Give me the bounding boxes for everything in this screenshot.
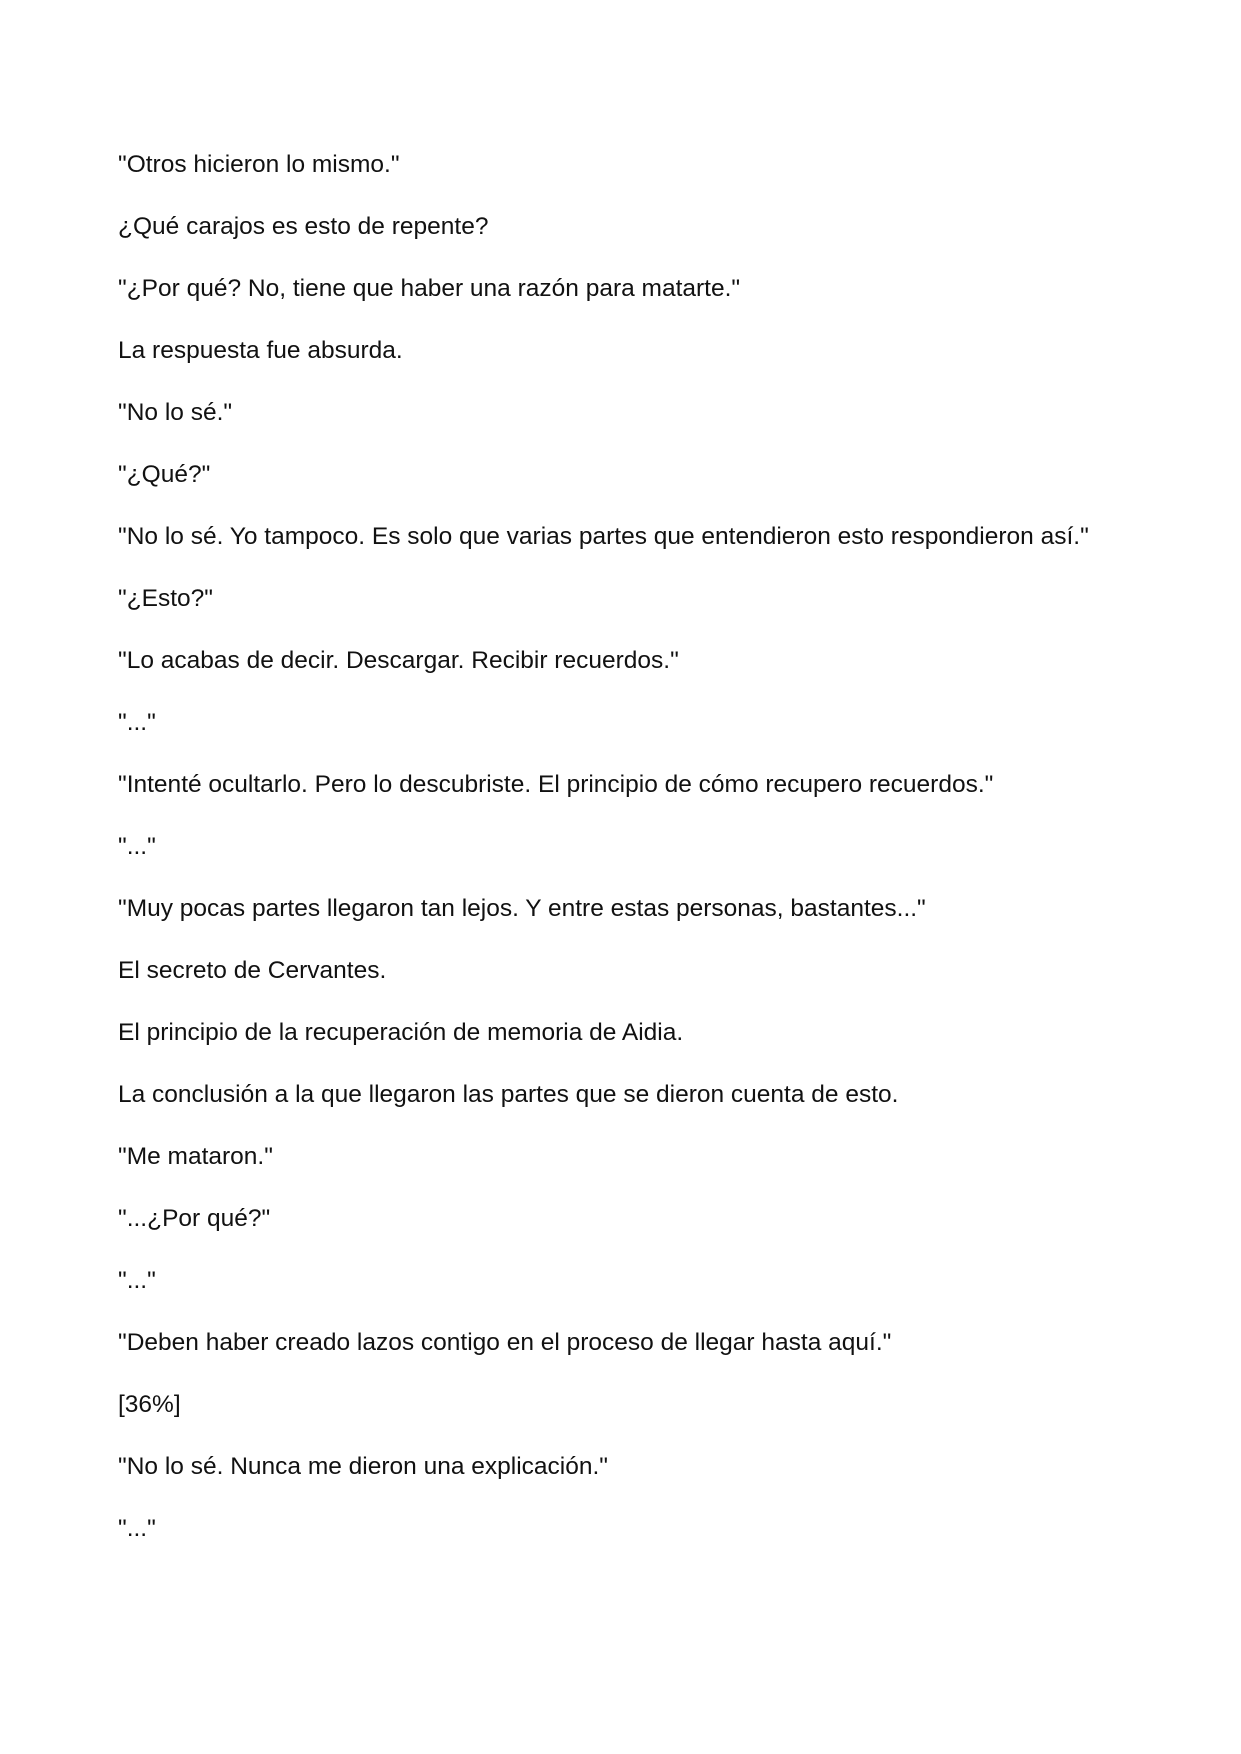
- paragraph: ¿Qué carajos es esto de repente?: [118, 213, 489, 240]
- paragraph: "...": [118, 1267, 156, 1294]
- paragraph: La conclusión a la que llegaron las partes que se dieron cuenta de esto.: [118, 1081, 899, 1108]
- paragraph: El principio de la recuperación de memoria de Aidia.: [118, 1019, 684, 1046]
- progress-marker: [36%]: [118, 1391, 181, 1418]
- paragraph: "Muy pocas partes llegaron tan lejos. Y entre estas personas, bastantes...": [118, 895, 926, 922]
- paragraph: "...": [118, 833, 156, 860]
- paragraph: "No lo sé.": [118, 399, 233, 426]
- paragraph: "Lo acabas de decir. Descargar. Recibir recuerdos.": [118, 647, 679, 674]
- paragraph: "No lo sé. Nunca me dieron una explicación.": [118, 1453, 608, 1480]
- paragraph: "Otros hicieron lo mismo.": [118, 151, 400, 178]
- paragraph: "...¿Por qué?": [118, 1205, 271, 1232]
- paragraph: "Intenté ocultarlo. Pero lo descubriste. El principio de cómo recupero recuerdos.": [118, 771, 994, 798]
- document-page: [118, 150, 1128, 1576]
- paragraph: "No lo sé. Yo tampoco. Es solo que varias partes que entendieron esto respondieron así.": [118, 523, 1089, 550]
- paragraph: "Deben haber creado lazos contigo en el proceso de llegar hasta aquí.": [118, 1329, 892, 1356]
- paragraph: "¿Esto?": [118, 585, 214, 612]
- paragraph: "¿Qué?": [118, 461, 211, 488]
- paragraph: La respuesta fue absurda.: [118, 337, 403, 364]
- paragraph: "...": [118, 1515, 156, 1542]
- paragraph: "¿Por qué? No, tiene que haber una razón para matarte.": [118, 275, 741, 302]
- paragraph: "...": [118, 709, 156, 736]
- paragraph: El secreto de Cervantes.: [118, 957, 387, 984]
- paragraph: "Me mataron.": [118, 1143, 273, 1170]
